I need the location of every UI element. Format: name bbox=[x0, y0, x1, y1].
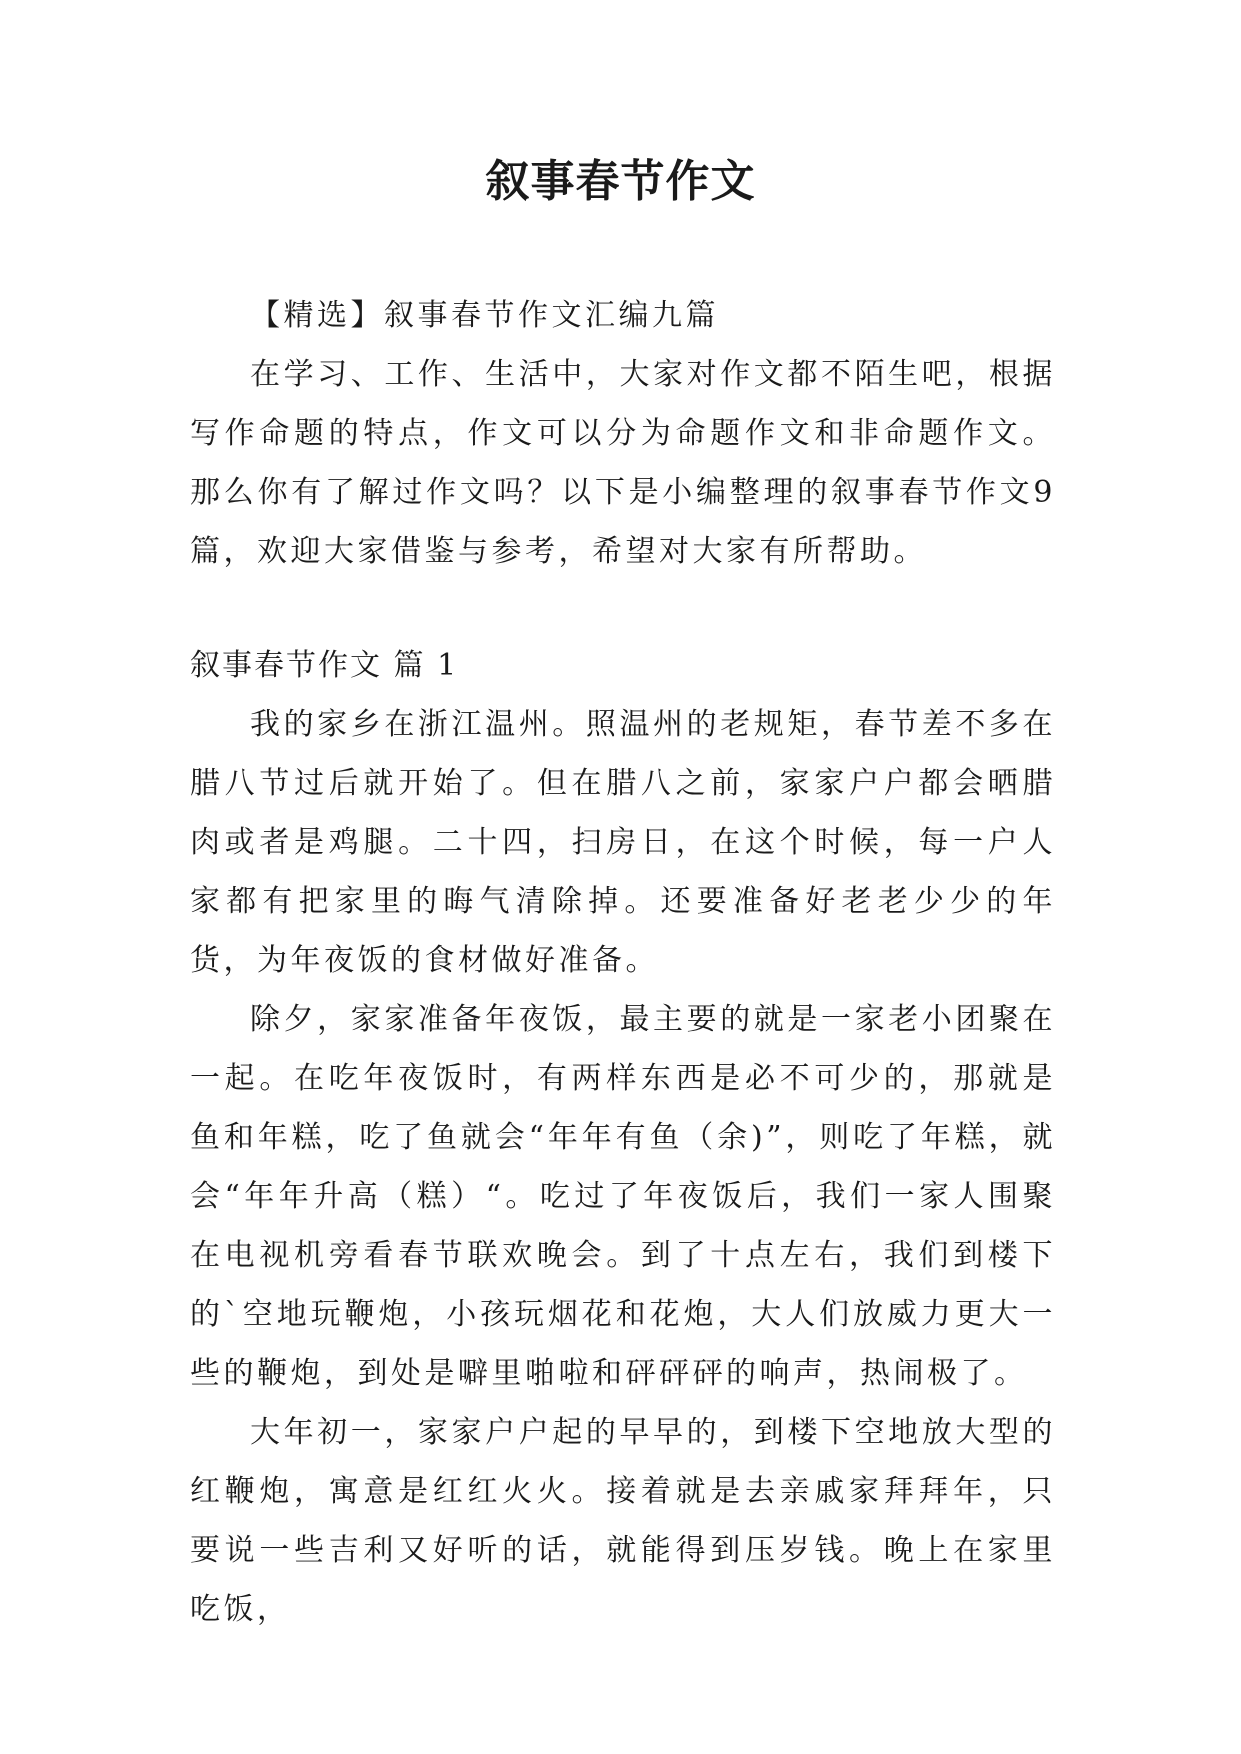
body-paragraph-3: 大年初一，家家户户起的早早的，到楼下空地放大型的红鞭炮，寓意是红红火火。接着就是去亲戚家拜拜年，只要说一些吉利又好听的话，就能得到压岁钱。晚上在家里吃饭， bbox=[190, 1415, 1056, 1627]
section-heading: 叙事春节作文 篇 1 bbox=[190, 648, 459, 683]
body-paragraph-2: 除夕，家家准备年夜饭，最主要的就是一家老小团聚在一起。在吃年夜饭时，有两样东西是必不可少的，那就是鱼和年糕，吃了鱼就会“年年有鱼（余)”，则吃了年糕，就会“年年升高（糕）“。吃过了年夜饭后，我们一家人围聚在电视机旁看春节联欢晚会。到了十点左右，我们到楼下的`空地玩鞭炮，小孩玩烟花和花炮，大人们放威力更大一些的鞭炮，到处是噼里啪啦和砰砰砰的响声，热闹极了。 bbox=[190, 1002, 1056, 1391]
document-body bbox=[190, 286, 1056, 1639]
document-title: 叙事春节作文 bbox=[485, 156, 756, 207]
document-subtitle: 【精选】叙事春节作文汇编九篇 bbox=[250, 298, 719, 333]
body-paragraph-1: 我的家乡在浙江温州。照温州的老规矩，春节差不多在腊八节过后就开始了。但在腊八之前，家家户户都会晒腊肉或者是鸡腿。二十四，扫房日，在这个时候，每一户人家都有把家里的晦气清除掉。还要准备好老老少少的年货，为年夜饭的食材做好准备。 bbox=[190, 707, 1056, 978]
intro-paragraph: 在学习、工作、生活中，大家对作文都不陌生吧，根据写作命题的特点，作文可以分为命题作文和非命题作文。那么你有了解过作文吗？以下是小编整理的叙事春节作文9篇，欢迎大家借鉴与参考，希望对大家有所帮助。 bbox=[190, 357, 1056, 569]
